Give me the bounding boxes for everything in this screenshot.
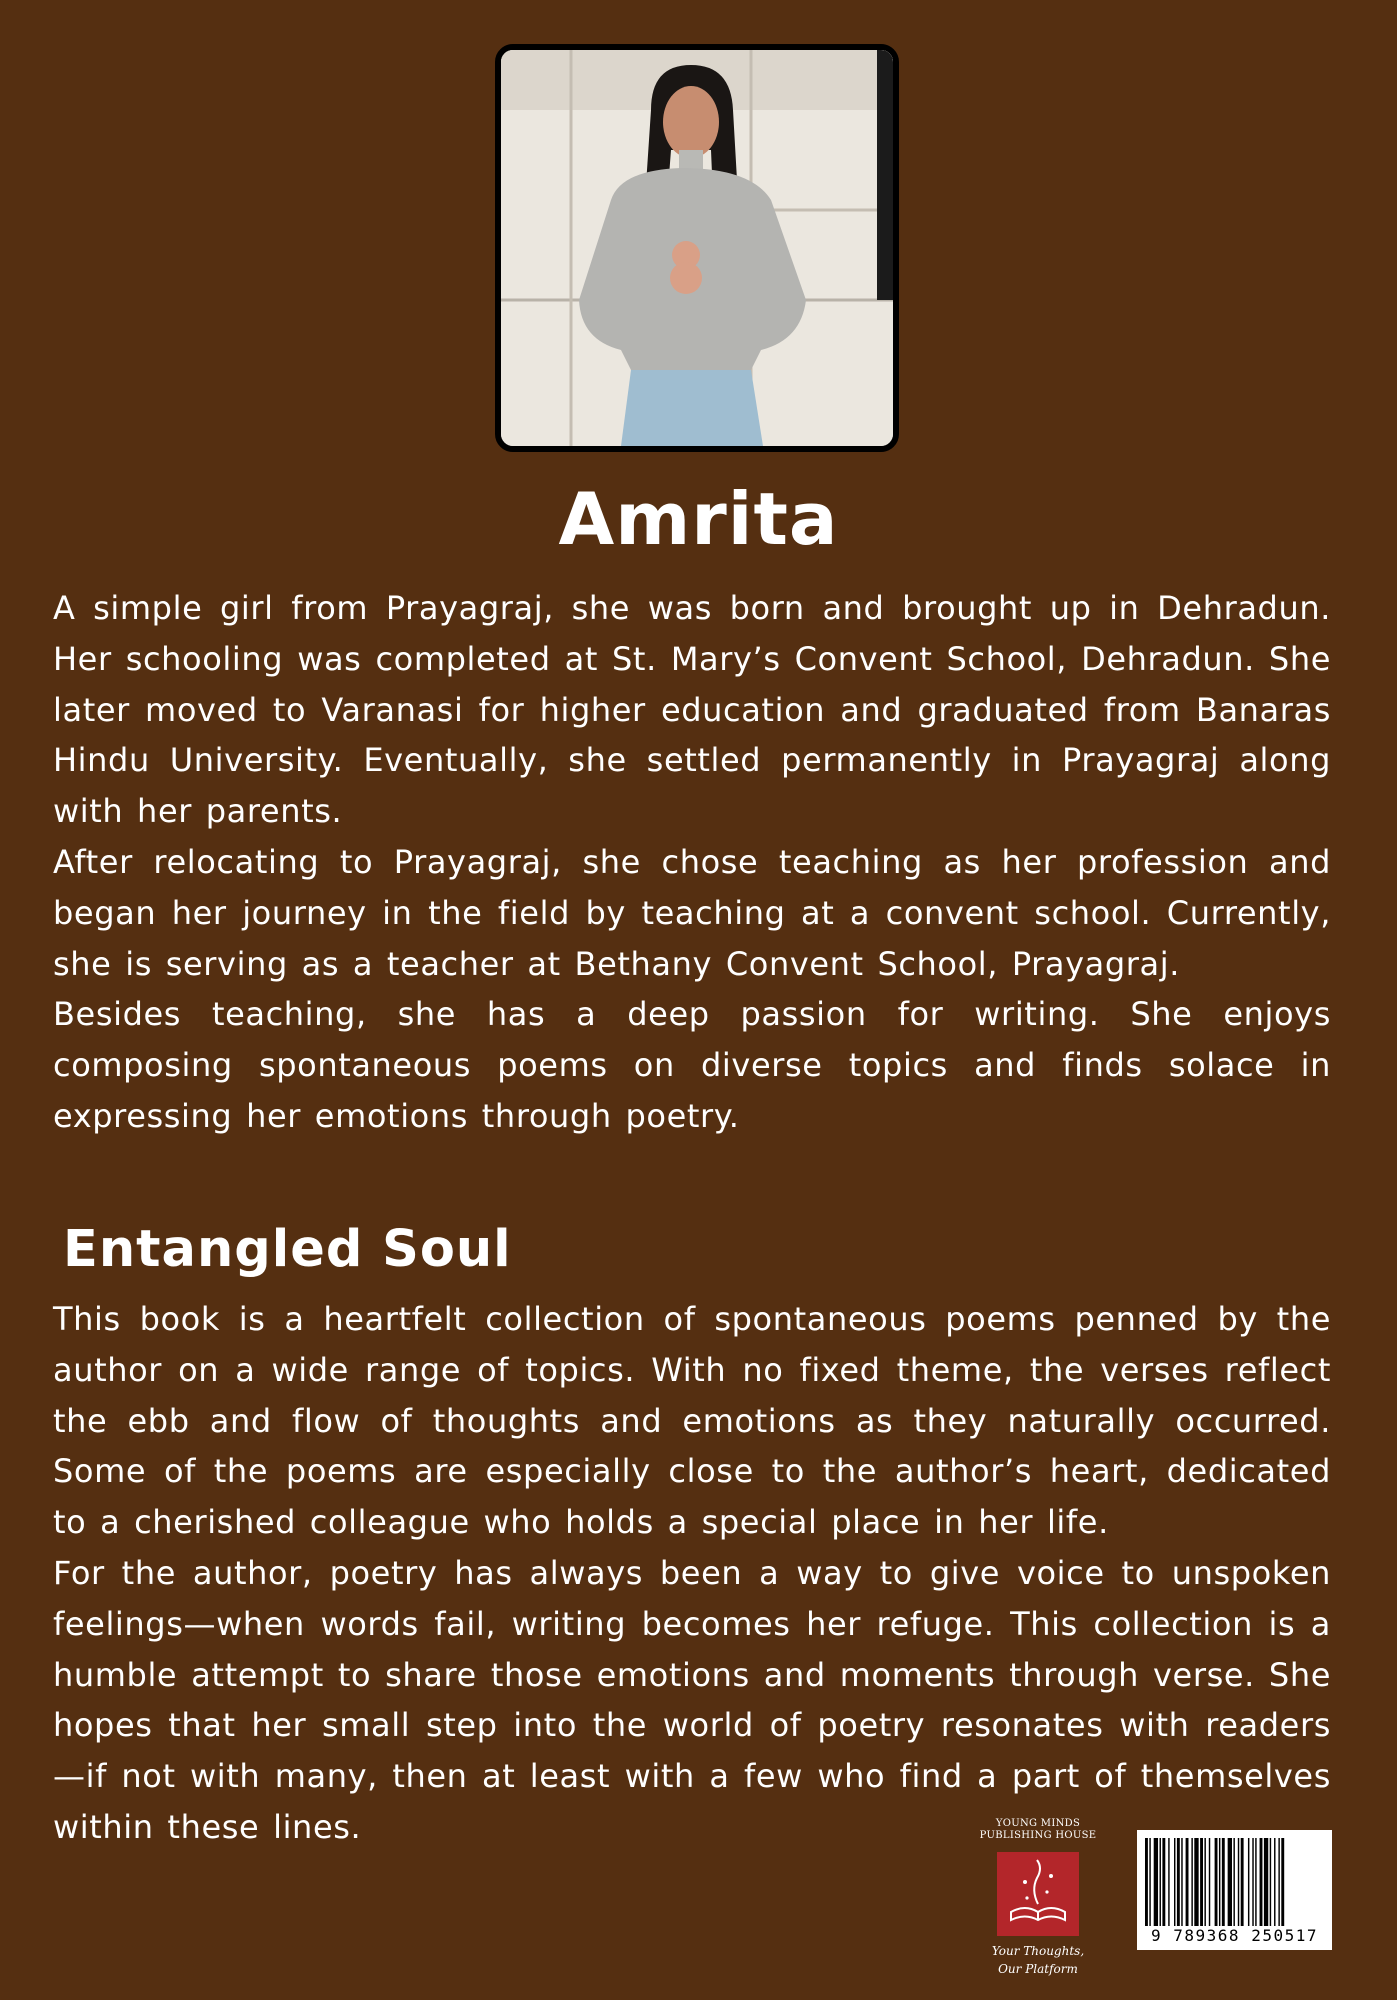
- publisher-tagline: Your Thoughts,: [991, 1944, 1085, 1958]
- author-bio-paragraph: Besides teaching, she has a deep passion for writing. She enjoys composing spontaneous poems on diverse topics and finds solace in expressing her emotions through poetry.: [53, 995, 1331, 1135]
- barcode-bar: [1209, 1838, 1210, 1926]
- barcode-bar: [1252, 1838, 1253, 1926]
- barcode-bar: [1238, 1838, 1239, 1926]
- author-photo: [495, 44, 899, 452]
- barcode-bar: [1191, 1838, 1192, 1926]
- publisher-name-line: YOUNG MINDS: [995, 1818, 1081, 1829]
- barcode-bars: [1145, 1838, 1324, 1926]
- book-blurb: [53, 1294, 1331, 1853]
- barcode-bar: [1177, 1838, 1180, 1926]
- barcode-bar: [1278, 1838, 1279, 1926]
- barcode-bar: [1174, 1838, 1175, 1926]
- publisher-tagline: Our Platform: [998, 1962, 1078, 1976]
- barcode-bar: [1186, 1838, 1189, 1926]
- publisher-name-line: PUBLISHING HOUSE: [979, 1830, 1097, 1841]
- book-blurb-paragraph: This book is a heartfelt collection of spontaneous poems penned by the author on a wide range of topics. With no fixed theme, the verses reflect the ebb and flow of thoughts and emotions as they naturally occurred. Some of the poems are especially close to the author’s heart, dedicated to a cherished colleague who holds a special place in her life.: [53, 1300, 1331, 1542]
- author-bio: [53, 583, 1331, 1142]
- barcode-bar: [1215, 1838, 1218, 1926]
- barcode-bar: [1222, 1838, 1225, 1926]
- isbn-number: 9 789368 250517: [1151, 1926, 1318, 1945]
- barcode-bar: [1168, 1838, 1169, 1926]
- barcode-bar: [1233, 1838, 1234, 1926]
- barcode-bar: [1154, 1838, 1158, 1926]
- barcode-bar: [1260, 1838, 1263, 1926]
- barcode-bar: [1200, 1838, 1203, 1926]
- barcode-bar: [1281, 1838, 1284, 1926]
- barcode-bar: [1270, 1838, 1271, 1926]
- author-bio-paragraph: A simple girl from Prayagraj, she was born and brought up in Dehradun. Her schooling was completed at St. Mary’s Convent School, Dehradun. She later moved to Varanasi for higher education and graduated from Banaras Hindu University. Eventually, she settled permanently in Prayagraj along with her parents.: [53, 589, 1331, 831]
- author-bio-paragraph: After relocating to Prayagraj, she chose teaching as her profession and began her journey in the field by teaching at a convent school. Currently, she is serving as a teacher at Bethany Convent School, Prayagraj.: [53, 842, 1331, 983]
- barcode-bar: [1162, 1838, 1165, 1926]
- author-name: Amrita: [558, 477, 839, 561]
- barcode-bar: [1194, 1838, 1198, 1926]
- book-blurb-paragraph: For the author, poetry has always been a way to give voice to unspoken feelings—when words fail, writing becomes her refuge. This collection is a humble attempt to share those emotions and moments through verse. She hopes that her small step into the world of poetry resonates with readers—if not with many, then at least with a few who find a part of themselves within these lines.: [53, 1553, 1331, 1846]
- author-photo-image: [501, 50, 893, 446]
- barcode-bar: [1274, 1838, 1275, 1926]
- barcode-bar: [1204, 1838, 1205, 1926]
- barcode-bar: [1241, 1838, 1244, 1926]
- open-book-icon: [997, 1852, 1079, 1936]
- barcode-bar: [1149, 1838, 1150, 1926]
- barcode-bar: [1181, 1838, 1182, 1926]
- barcode-bar: [1248, 1838, 1249, 1926]
- publisher-logo-block: [968, 1818, 1108, 1978]
- barcode-bar: [1160, 1838, 1161, 1926]
- barcode-bar: [1145, 1838, 1148, 1926]
- barcode-bar: [1264, 1838, 1268, 1926]
- isbn-barcode: [1137, 1830, 1332, 1950]
- barcode-bar: [1219, 1838, 1220, 1926]
- barcode-bar: [1255, 1838, 1256, 1926]
- barcode-bar: [1228, 1838, 1232, 1926]
- book-title: Entangled Soul: [63, 1220, 512, 1279]
